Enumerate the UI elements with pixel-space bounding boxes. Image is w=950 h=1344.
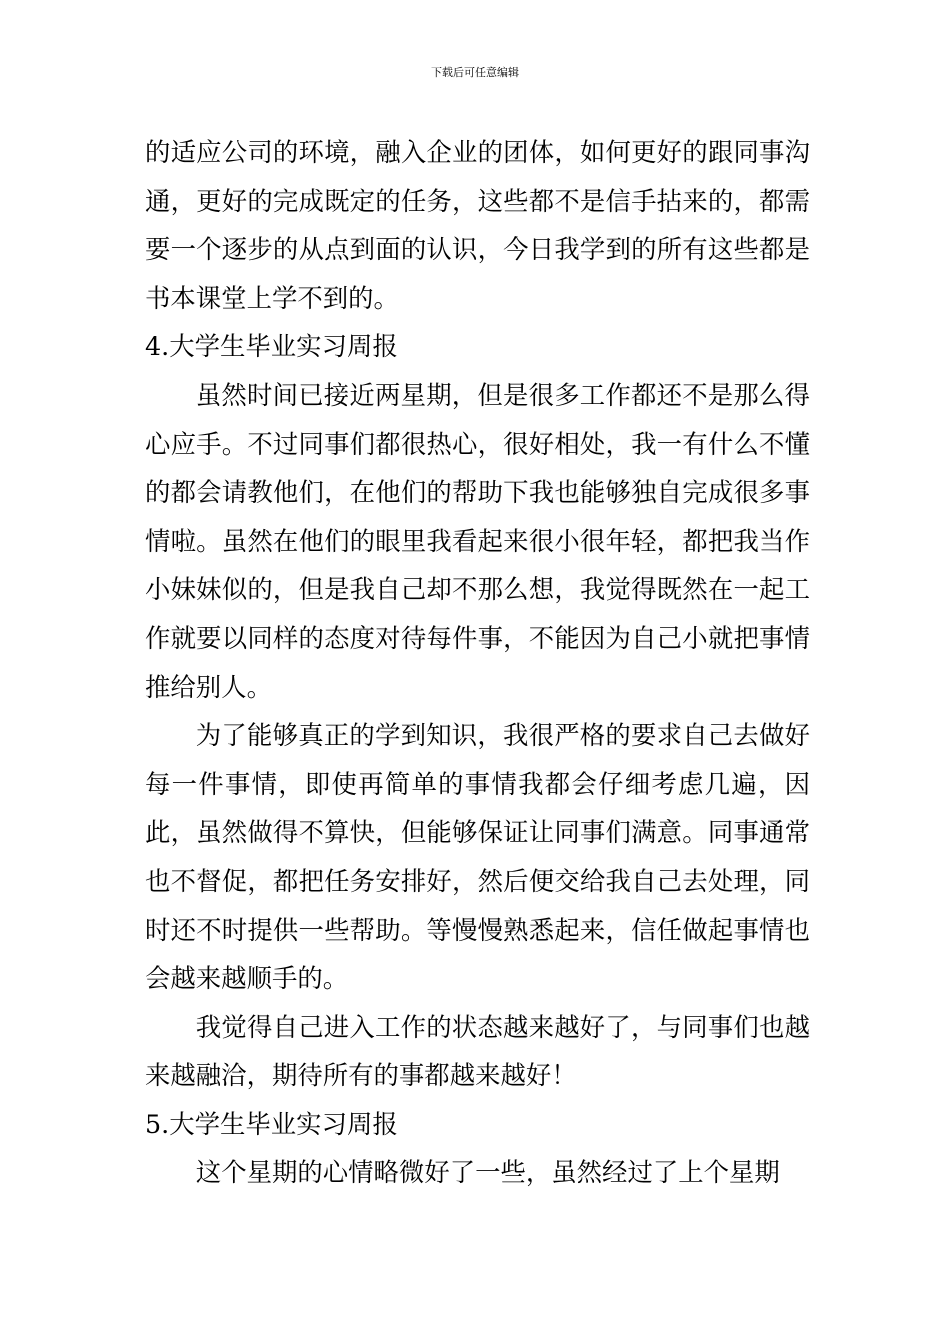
section-heading-4: 4.大学生毕业实习周报: [145, 331, 398, 362]
section4-paragraph-3: 我觉得自己进入工作的状态越来越好了，与同事们也越来越融洽，期待所有的事都越来越好！: [145, 1011, 810, 1091]
continuation-paragraph: 的适应公司的环境，融入企业的团体，如何更好的跟同事沟通，更好的完成既定的任务，这些都不是信手拈来的，都需要一个逐步的从点到面的认识，今日我学到的所有这些都是书本课堂上学不到的。: [145, 137, 810, 313]
page-header-note: 下载后可任意编辑: [431, 66, 519, 79]
section5-paragraph-1: 这个星期的心情略微好了一些，虽然经过了上个星期: [195, 1157, 780, 1188]
section4-paragraph-2: 为了能够真正的学到知识，我很严格的要求自己去做好每一件事情，即使再简单的事情我都会仔细考虑几遍，因此，虽然做得不算快，但能够保证让同事们满意。同事通常也不督促，都把任务安排好，然后便交给我自己去处理，同时还不时提供一些帮助。等慢慢熟悉起来，信任做起事情也会越来越顺手的。: [145, 720, 810, 994]
section-heading-5: 5.大学生毕业实习周报: [145, 1108, 398, 1139]
document-body: [145, 128, 810, 1197]
section4-paragraph-1: 虽然时间已接近两星期，但是很多工作都还不是那么得心应手。不过同事们都很热心，很好相处，我一有什么不懂的都会请教他们，在他们的帮助下我也能够独自完成很多事情啦。虽然在他们的眼里我看起来很小很年轻，都把我当作小妹妹似的，但是我自己却不那么想，我觉得既然在一起工作就要以同样的态度对待每件事，不能因为自己小就把事情推给别人。: [145, 379, 810, 702]
